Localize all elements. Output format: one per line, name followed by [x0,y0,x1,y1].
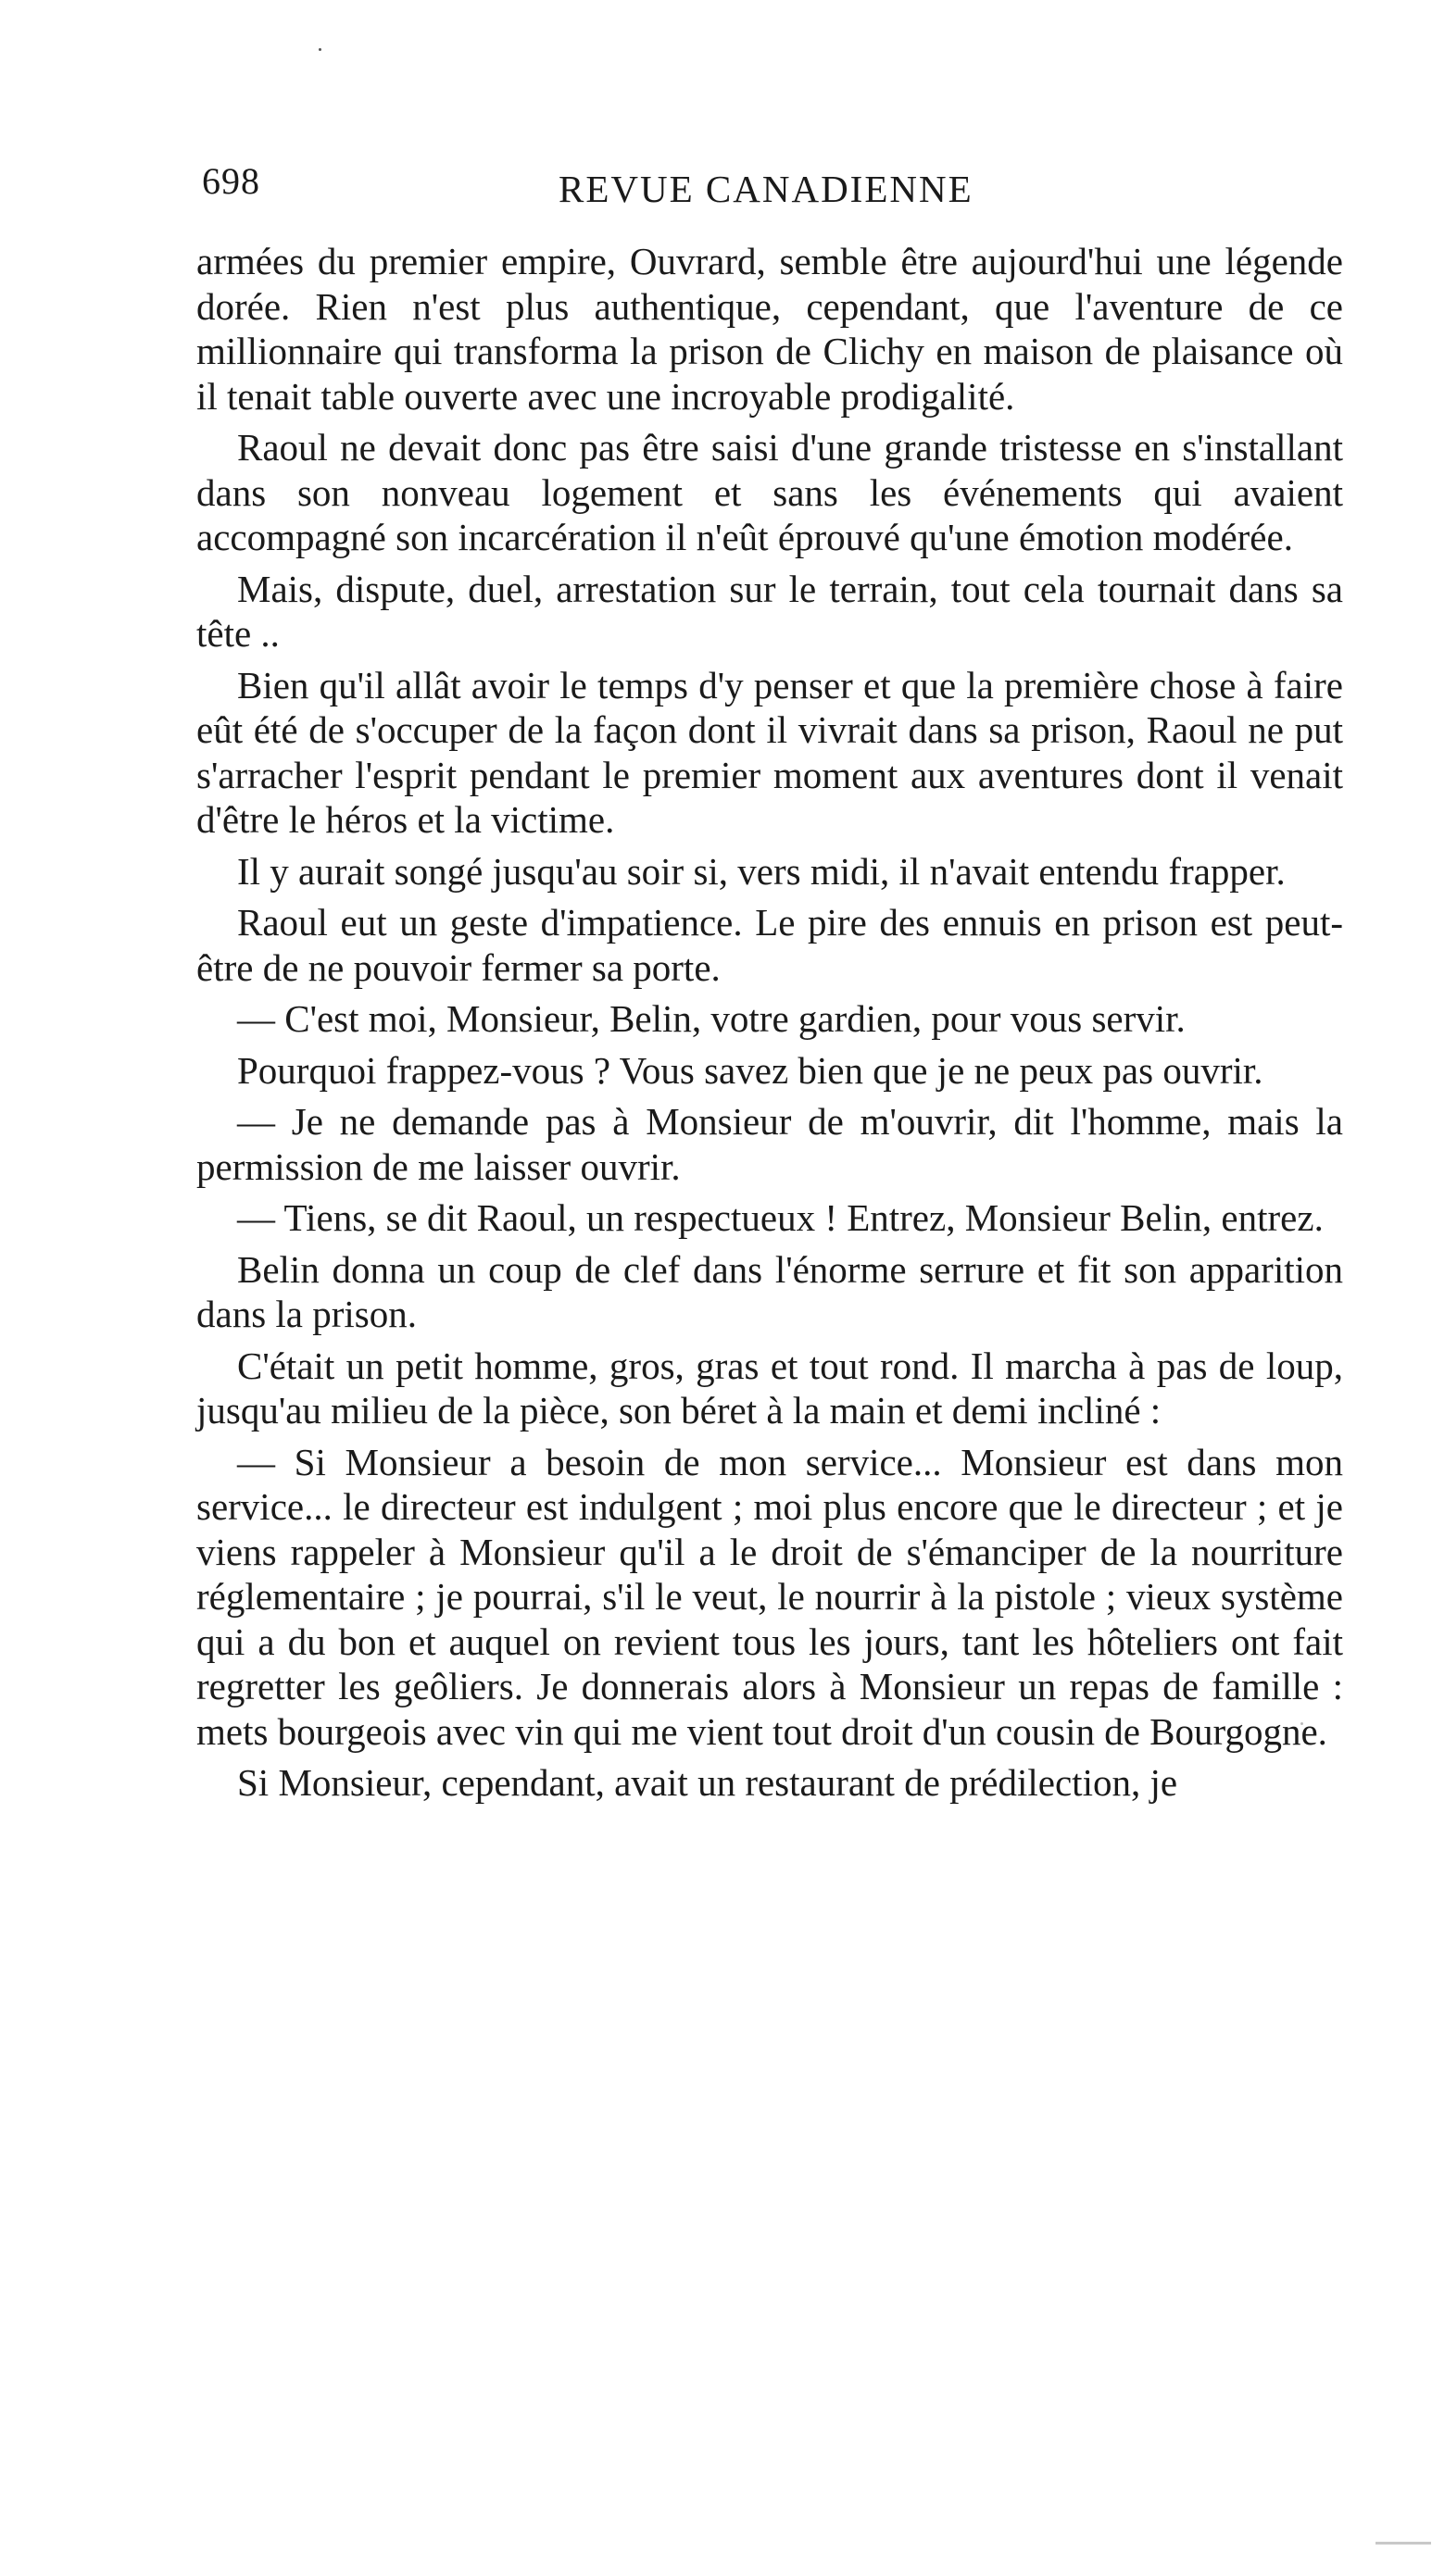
paragraph: — Tiens, se dit Raoul, un respectueux ! Entrez, Monsieur Belin, entrez. [237,1196,1324,1239]
paragraph: Raoul ne devait donc pas être saisi d'une grande tristesse en s'installant dans son nonveau logement et sans les événements qui avaient accompagné son incarcération il n'eût éprouvé qu'une émotion modérée. [196,426,1343,558]
paragraph: Raoul eut un geste d'impatience. Le pire des ennuis en prison est peut-être de ne pouvoir fermer sa porte. [196,901,1343,989]
paragraph: — Je ne demande pas à Monsieur de m'ouvrir, dit l'homme, mais la permission de me laisser ouvrir. [196,1100,1343,1188]
paragraph: armées du premier empire, Ouvrard, semble être aujourd'hui une légende dorée. Rien n'est plus authentique, cependant, que l'aventure de ce millionnaire qui transforma la prison de Clichy en maison de plaisance où il tenait table ouverte avec une incroyable prodigalité. [196,240,1343,418]
paragraph: — Si Monsieur a besoin de mon service... Monsieur est dans mon service... le directeur est indulgent ; moi plus encore que le directeur ; et je viens rappeler à Monsieur qu'il a le droit de s'émanciper de la nourriture réglementaire ; je pourrai, s'il le veut, le nourrir à la pistole ; vieux système qui a du bon et auquel on revient tous les jours, tant les hôteliers ont fait regretter les geôliers. Je donnerais alors à Monsieur un repas de famille : mets bourgeois avec vin qui me vient tout droit d'un cousin de Bourgogne. [196,1440,1343,1753]
scan-edge-mark [1375,2542,1431,2545]
paragraph: — C'est moi, Monsieur, Belin, votre gardien, pour vous servir. [237,997,1186,1040]
page-number: 698 [202,160,260,202]
paragraph: Pourquoi frappez-vous ? Vous savez bien que je ne peux pas ouvrir. [237,1048,1263,1092]
paragraph: Bien qu'il allât avoir le temps d'y penser et que la première chose à faire eût été de s'occuper de la façon dont il vivrait dans sa prison, Raoul ne put s'arracher l'esprit pendant le premier moment aux aventures dont il venait d'être le héros et la victime. [196,663,1343,841]
paragraph: Si Monsieur, cependant, avait un restaurant de prédilection, je [237,1761,1178,1804]
running-head [202,156,1341,211]
paragraph: Belin donna un coup de clef dans l'énorme serrure et fit son apparition dans la prison. [196,1247,1343,1335]
scan-speck [1300,1722,1303,1725]
journal-title: REVUE CANADIENNE [559,168,974,210]
body-text [196,239,1343,1812]
paragraph: Il y aurait songé jusqu'au soir si, vers midi, il n'avait entendu frapper. [237,849,1286,893]
paragraph: Mais, dispute, duel, arrestation sur le terrain, tout cela tournait dans sa tête .. [196,567,1343,655]
scan-speck [319,48,321,51]
paragraph: C'était un petit homme, gros, gras et tout rond. Il marcha à pas de loup, jusqu'au milieu de la pièce, son béret à la main et demi incliné : [196,1344,1343,1432]
